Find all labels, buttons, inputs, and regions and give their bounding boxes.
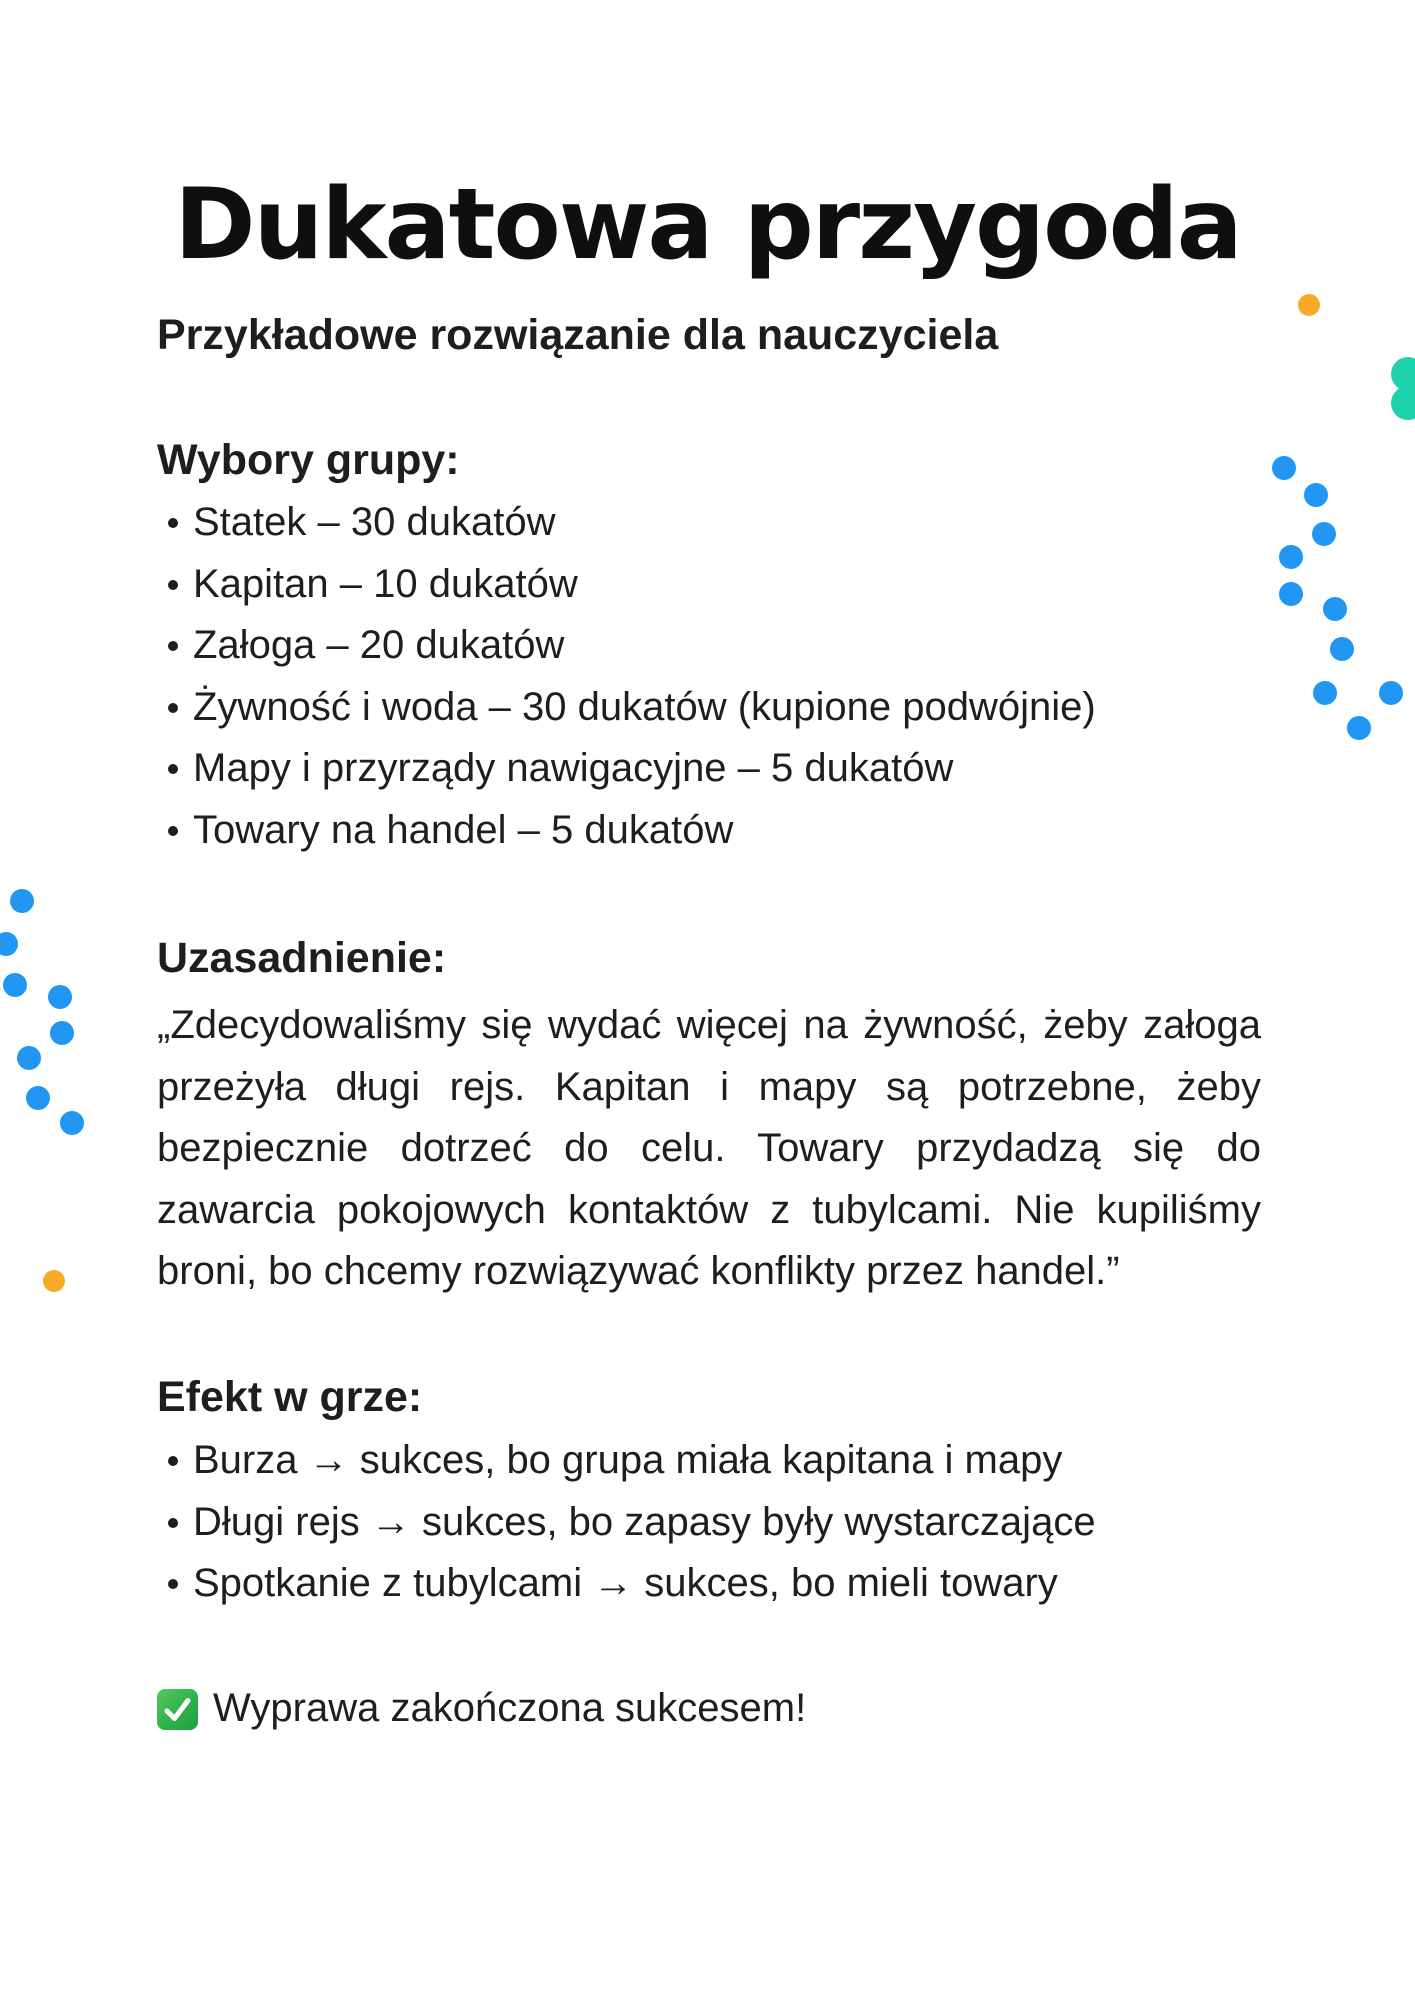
check-mark-icon [157, 1689, 198, 1730]
blue-dot [17, 1046, 41, 1070]
efekt-list [157, 1430, 1261, 1615]
blue-dot [1347, 716, 1371, 740]
list-item: Statek – 30 dukatów [157, 492, 1261, 554]
list-item: Spotkanie z tubylcami → sukces, bo mieli towary [157, 1553, 1261, 1615]
blue-dot [0, 932, 18, 956]
blue-dot [3, 973, 27, 997]
blue-dot [1279, 582, 1303, 606]
blue-dot [10, 889, 34, 913]
section-heading-uzasadnienie: Uzasadnienie: [157, 934, 447, 982]
blue-dot [1379, 681, 1403, 705]
list-item: Towary na handel – 5 dukatów [157, 800, 1261, 862]
section-heading-wybory: Wybory grupy: [157, 436, 460, 484]
blue-dot [1313, 681, 1337, 705]
blue-dot [60, 1111, 84, 1135]
conclusion-text: Wyprawa zakończona sukcesem! [213, 1686, 807, 1731]
list-item: Żywność i woda – 30 dukatów (kupione podwójnie) [157, 677, 1261, 739]
blue-dot [1272, 456, 1296, 480]
blue-dot [48, 985, 72, 1009]
blue-dot [1304, 483, 1328, 507]
orange-dot [1298, 294, 1320, 316]
subtitle: Przykładowe rozwiązanie dla nauczyciela [157, 311, 999, 359]
wybory-list [157, 492, 1261, 861]
list-item: Burza → sukces, bo grupa miała kapitana i mapy [157, 1430, 1261, 1492]
blue-dot [26, 1086, 50, 1110]
teal-blob [1391, 357, 1415, 391]
uzasadnienie-paragraph: „Zdecydowaliśmy się wydać więcej na żywność, żeby załoga przeżyła długi rejs. Kapitan i mapy są potrzebne, żeby bezpiecznie dotrzeć do celu. Towary przydadzą się do zawarcia pokojowych kontaktów z tubylcami. Nie kupiliśmy broni, bo chcemy rozwiązywać konflikty przez handel.” [157, 1003, 1261, 1293]
list-item: Załoga – 20 dukatów [157, 615, 1261, 677]
conclusion-line [157, 1678, 1261, 1740]
blue-dot [1323, 597, 1347, 621]
list-item: Kapitan – 10 dukatów [157, 554, 1261, 616]
blue-dot [1330, 637, 1354, 661]
list-item: Mapy i przyrządy nawigacyjne – 5 dukatów [157, 738, 1261, 800]
blue-dot [1279, 545, 1303, 569]
blue-dot [50, 1021, 74, 1045]
orange-dot [43, 1270, 65, 1292]
list-item: Długi rejs → sukces, bo zapasy były wystarczające [157, 1492, 1261, 1554]
section-heading-efekt: Efekt w grze: [157, 1373, 423, 1421]
teal-blob [1391, 386, 1415, 420]
page-title: Dukatowa przygoda [174, 167, 1241, 282]
blue-dot [1312, 522, 1336, 546]
